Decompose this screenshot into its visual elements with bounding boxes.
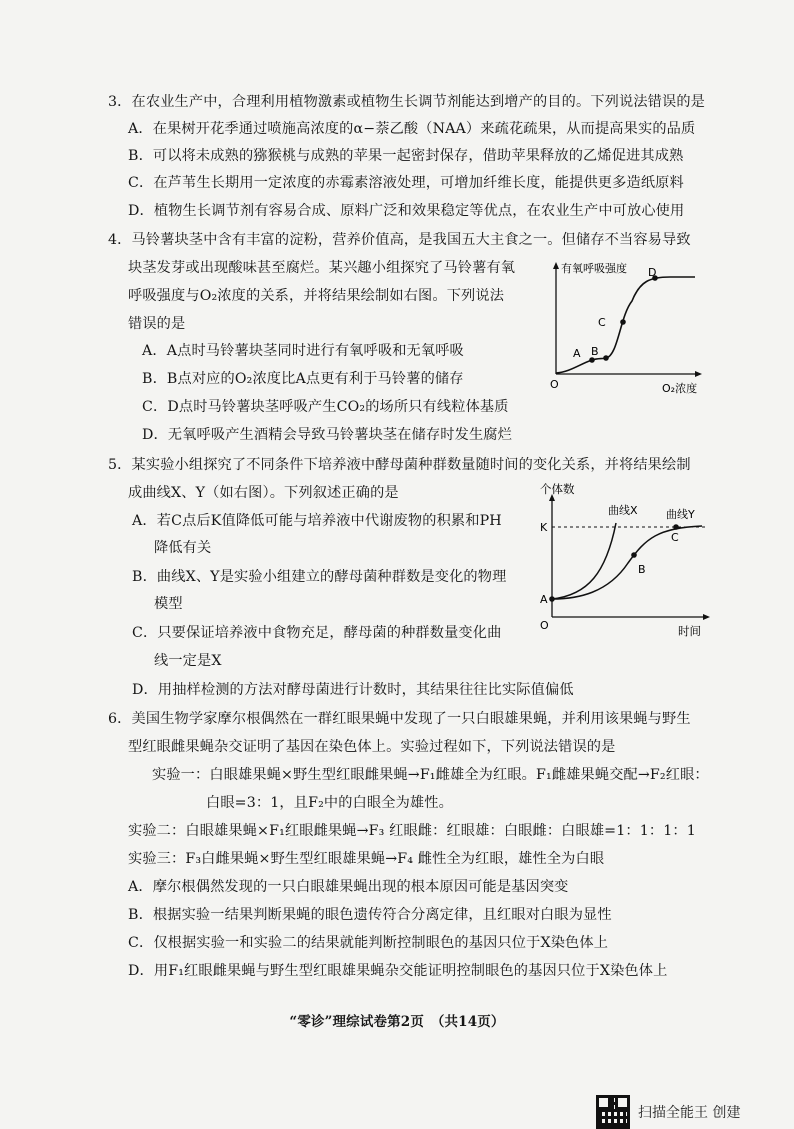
q4-y-arrow	[553, 262, 559, 269]
q4-stem-4: 错误的是	[128, 316, 186, 332]
q3-option-b: B．可以将未成熟的猕猴桃与成熟的苹果一起密封保存，借助苹果释放的乙烯促进其成熟	[128, 148, 684, 164]
q5-label-c: C	[671, 531, 679, 544]
q5-population-graph	[538, 483, 718, 641]
q6-experiment-1a: 实验一：白眼雄果蝇×野生型红眼雌果蝇→F₁雌雄全为红眼。F₁雌雄果蝇交配→F₂红眼：	[152, 767, 709, 783]
q4-label-b: B	[591, 345, 599, 358]
q4-stem-3: 呼吸强度与O₂浓度的关系，并将结果绘制如右图。下列说法	[128, 288, 505, 304]
q4-label-c: C	[598, 316, 606, 329]
q5-label-b: B	[638, 563, 646, 576]
q3-stem: 3．在农业生产中，合理利用植物激素或植物生长调节剂能达到增产的目的。下列说法错误的是	[108, 94, 706, 110]
q4-stem-1: 4．马铃薯块茎中含有丰富的淀粉，营养价值高，是我国五大主食之一。但储存不当容易导致	[108, 232, 691, 248]
q3-option-a: A．在果树开花季通过喷施高浓度的α−萘乙酸（NAA）来疏花疏果，从而提高果实的品质	[128, 121, 696, 137]
q4-option-a: A．A点时马铃薯块茎同时进行有氧呼吸和无氧呼吸	[142, 343, 464, 359]
q5-point-c	[673, 524, 679, 530]
q5-curve-x-label: 曲线X	[608, 504, 638, 517]
q5-label-a: A	[540, 593, 548, 606]
q4-x-arrow	[695, 371, 702, 377]
q4-x-label: O₂浓度	[662, 382, 698, 395]
q5-curve-y	[552, 526, 702, 599]
q4-label-d: D	[648, 266, 657, 279]
q5-option-b-line1: B．曲线X、Y是实验小组建立的酵母菌种群数是变化的物理	[132, 569, 507, 585]
q5-point-b	[631, 552, 637, 558]
q5-curve-y-label: 曲线Y	[666, 508, 695, 521]
q4-option-c: C．D点时马铃薯块茎呼吸产生CO₂的场所只有线粒体基质	[142, 399, 509, 415]
q4-point-a	[589, 357, 595, 363]
q5-option-a-line2: 降低有关	[154, 540, 212, 556]
q5-point-a	[549, 596, 555, 602]
q6-option-b: B．根据实验一结果判断果蝇的眼色遗传符合分离定律，且红眼对白眼为显性	[128, 907, 612, 923]
q6-stem-2: 型红眼雌果蝇杂交证明了基因在染色体上。实验过程如下，下列说法错误的是	[128, 739, 616, 755]
q6-stem-1: 6．美国生物学家摩尔根偶然在一群红眼果蝇中发现了一只白眼雄果蝇，并利用该果蝇与野生	[108, 711, 691, 727]
watermark-text: 扫描全能王 创建	[638, 1105, 741, 1121]
q3-option-d: D．植物生长调节剂有容易合成、原料广泛和效果稳定等优点，在农业生产中可放心使用	[128, 203, 685, 219]
q6-experiment-2: 实验二：白眼雄果蝇×F₁红眼雌果蝇→F₃ 红眼雌：红眼雄：白眼雌：白眼雄=1：1：1：1	[128, 823, 696, 839]
q4-option-b: B．B点对应的O₂浓度比A点更有利于马铃薯的储存	[142, 371, 464, 387]
page-footer: “零诊”理综试卷第2页 （共14页）	[289, 1014, 505, 1030]
q3-option-c: C．在芦苇生长期用一定浓度的赤霉素溶液处理，可增加纤维长度，能提供更多造纸原料	[128, 175, 684, 191]
q6-experiment-3: 实验三：F₃白雌果蝇×野生型红眼雄果蝇→F₄ 雌性全为红眼，雄性全为白眼	[128, 851, 605, 867]
q5-origin: O	[540, 619, 549, 632]
q6-experiment-1b: 白眼=3：1，且F₂中的白眼全为雄性。	[206, 795, 453, 811]
q4-label-a: A	[573, 347, 581, 360]
q4-origin: O	[550, 378, 559, 391]
q5-stem-2: 成曲线X、Y（如右图）。下列叙述正确的是	[128, 485, 399, 501]
q5-option-c-line1: C．只要保证培养液中食物充足，酵母菌的种群数量变化曲	[132, 625, 502, 641]
q6-option-a: A．摩尔根偶然发现的一只白眼雄果蝇出现的根本原因可能是基因突变	[128, 879, 569, 895]
q5-option-b-line2: 模型	[154, 596, 183, 612]
q4-y-label: 有氧呼吸强度	[561, 262, 627, 275]
q4-stem-2: 块茎发芽或出现酸味甚至腐烂。某兴趣小组探究了马铃薯有氧	[128, 260, 516, 276]
q5-stem-1: 5．某实验小组探究了不同条件下培养液中酵母菌种群数量随时间的变化关系，并将结果绘制	[108, 457, 691, 473]
q5-curve-x	[552, 523, 616, 599]
q6-option-d: D．用F₁红眼雌果蝇与野生型红眼雄果蝇杂交能证明控制眼色的基因只位于X染色体上	[128, 963, 668, 979]
q5-k-label: K	[540, 521, 548, 534]
q4-respiration-graph	[540, 256, 710, 396]
q5-option-a-line1: A．若C点后K值降低可能与培养液中代谢废物的积累和PH	[132, 513, 502, 529]
q4-point-b	[603, 355, 609, 361]
q5-x-arrow	[703, 614, 710, 620]
q4-point-c	[620, 319, 626, 325]
q6-option-c: C．仅根据实验一和实验二的结果就能判断控制眼色的基因只位于X染色体上	[128, 935, 609, 951]
q5-option-c-line2: 线一定是X	[154, 653, 222, 669]
q5-x-label: 时间	[678, 624, 701, 638]
q4-option-d: D．无氧呼吸产生酒精会导致马铃薯块茎在储存时发生腐烂	[142, 427, 512, 443]
q5-option-d: D．用抽样检测的方法对酵母菌进行计数时，其结果往往比实际值偏低	[132, 682, 574, 698]
q5-y-label: 个体数	[540, 483, 575, 496]
